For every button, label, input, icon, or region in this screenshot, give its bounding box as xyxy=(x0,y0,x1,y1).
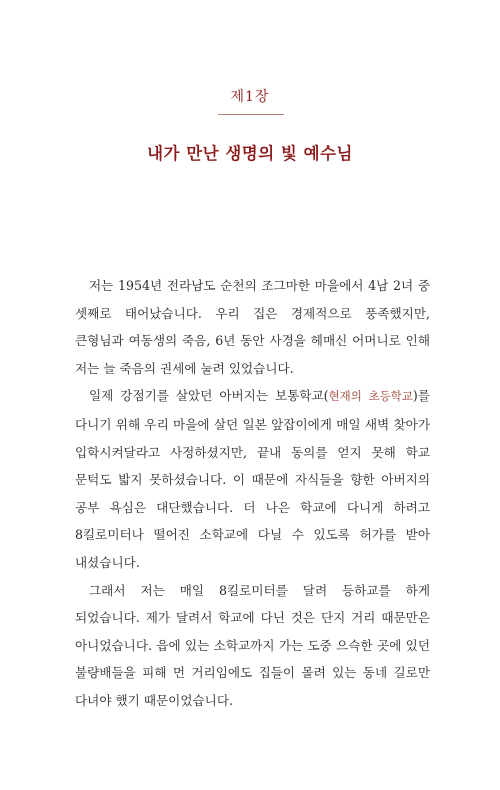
chapter-title: 내가 만난 생명의 빛 예수님 xyxy=(147,144,353,163)
chapter-number: 제1장 xyxy=(230,89,270,105)
paragraph-2-before: 일제 강점기를 살았던 아버지는 보통학교( xyxy=(89,388,329,404)
body-text xyxy=(75,272,430,715)
paragraph-2-after: )를 다니기 위해 우리 마을에 살던 일본 앞잡이에게 매일 새벽 찾아가 입학시켜달라고 사정하셨지만, 끝내 동의를 얻지 못해 학교 문턱도 밟지 못하셨습니다. 이 때문에 자식들을 향한 아버지의 공부 욕심은 대단했습니다. 더 나은 학교에 다니게 하려고 8킬로미터나 떨어진 소학교에 다닐 수 있도록 허가를 받아 내셨습니다. xyxy=(75,388,430,570)
paragraph-1: 저는 1954년 전라남도 순천의 조그마한 마을에서 4남 2녀 중 셋째로 태어났습니다. 우리 집은 경제적으로 풍족했지만, 큰형님과 여동생의 죽음, 6년 동안 사경을 헤매신 어머니로 인해 저는 늘 죽음의 권세에 눌려 있었습니다. xyxy=(75,278,430,376)
chapter-divider xyxy=(218,114,284,115)
inline-note: 현재의 초등학교 xyxy=(328,389,413,404)
paragraph-2 xyxy=(75,382,430,576)
paragraph-3: 그래서 저는 매일 8킬로미터를 달려 등하교를 하게 되었습니다. 제가 달려서 학교에 다닌 것은 단지 거리 때문만은 아니었습니다. 읍에 있는 소학교까지 가는 도중 으슥한 곳에 있던 불량배들을 피해 먼 거리임에도 집들이 몰려 있는 동네 길로만 다녀야 했기 때문이었습니다. xyxy=(75,582,430,708)
